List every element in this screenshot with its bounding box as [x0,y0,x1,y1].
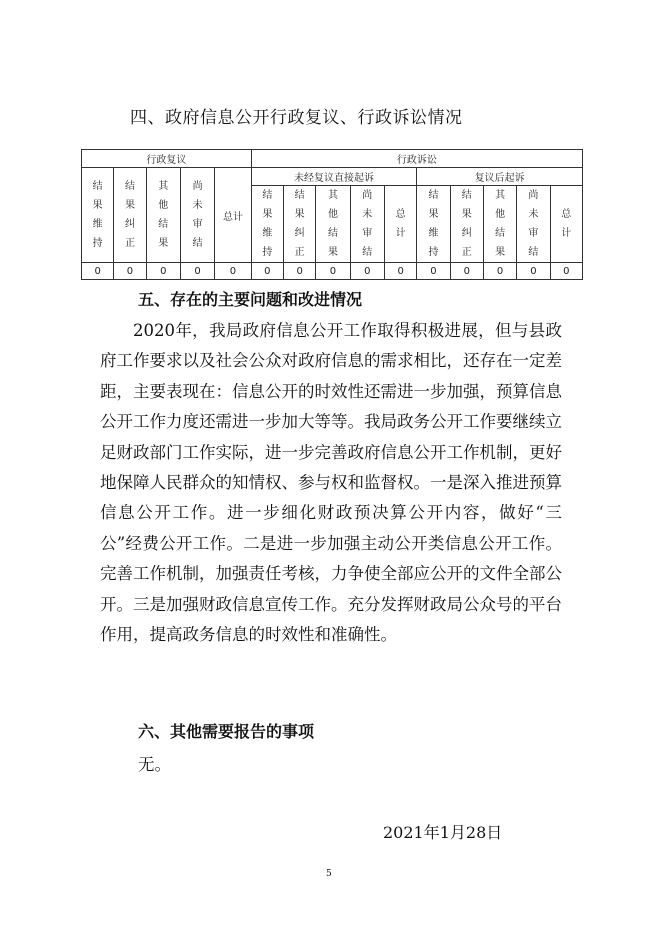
value-cell: 0 [417,263,450,280]
review-col-header [146,168,180,263]
vertical-label: 尚 未 审 结 [192,181,203,249]
page-number: 5 [326,869,332,879]
direct-col-header [316,186,350,263]
value-cell: 0 [215,263,251,280]
section4-title: 四、政府信息公开行政复议、行政诉讼情况 [130,108,463,128]
value-cell: 0 [384,263,416,280]
vertical-label: 尚 未 审 结 [362,190,373,258]
after-col-header [417,186,450,263]
after-col-header [483,186,516,263]
value-cell: 0 [146,263,180,280]
section6-content: 无。 [138,755,171,774]
review-col-header [180,168,214,263]
admin-review-header: 行政复议 [82,150,252,168]
value-cell: 0 [114,263,146,280]
value-cell: 0 [82,263,114,280]
value-cell: 0 [550,263,582,280]
vertical-label: 结 果 纠 正 [294,190,305,258]
direct-col-header [251,186,283,263]
vertical-label: 结 果 纠 正 [461,190,472,258]
value-cell: 0 [483,263,516,280]
section5-body [100,316,562,650]
vertical-label: 结 果 维 持 [92,181,103,249]
vertical-label: 结 果 纠 正 [124,181,135,249]
after-review-suit-header: 复议后起诉 [417,168,583,186]
value-cell: 0 [450,263,483,280]
direct-col-header [350,186,384,263]
vertical-label: 其 他 结 果 [327,190,338,258]
direct-col-header [284,186,316,263]
after-col-header [550,186,582,263]
review-col-header [82,168,114,263]
direct-col-header [384,186,416,263]
vertical-label: 其 他 结 果 [495,190,506,258]
section5-paragraph: 2020年，我局政府信息公开工作取得积极进展，但与县政府工作要求以及社会公众对政府信息的需求相比，还存在一定差距，主要表现在：信息公开的时效性还需进一步加强，预算信息公开工作力度还需进一步加大等等。我局政务公开工作要继续立足财政部门工作实际，进一步完善政府信息公开工作机制，更好地保障人民群众的知情权、参与权和监督权。一是深入推进预算信息公开工作。进一步细化财政预决算公开内容，做好“三公”经费公开工作。二是进一步加强主动公开类信息公开工作。完善工作机制，加强责任考核，力争使全部应公开的文件全部公开。三是加强财政信息宣传工作。充分发挥财政局公众号的平台作用，提高政务信息的时效性和准确性。 [100,321,562,645]
after-col-header [450,186,483,263]
value-cell: 0 [284,263,316,280]
vertical-label: 尚 未 审 结 [528,190,539,258]
after-col-header [517,186,550,263]
vertical-label: 结 果 维 持 [428,190,439,258]
vertical-label: 其 他 结 果 [158,181,169,249]
vertical-label: 结 果 维 持 [262,190,273,258]
direct-suit-header: 未经复议直接起诉 [251,168,417,186]
review-col-header [114,168,146,263]
section5-title: 五、存在的主要问题和改进情况 [138,290,363,309]
admin-litigation-header: 行政诉讼 [251,150,582,168]
value-cell: 0 [350,263,384,280]
review-total-header: 总计 [215,168,251,263]
value-cell: 0 [180,263,214,280]
review-litigation-table [81,149,583,280]
document-date: 2021年1月28日 [383,823,503,842]
value-cell: 0 [251,263,283,280]
value-cell: 0 [316,263,350,280]
vertical-label: 总 计 [561,209,572,239]
value-cell: 0 [517,263,550,280]
section6-title: 六、其他需要报告的事项 [138,722,315,741]
vertical-label: 总 计 [395,209,406,239]
